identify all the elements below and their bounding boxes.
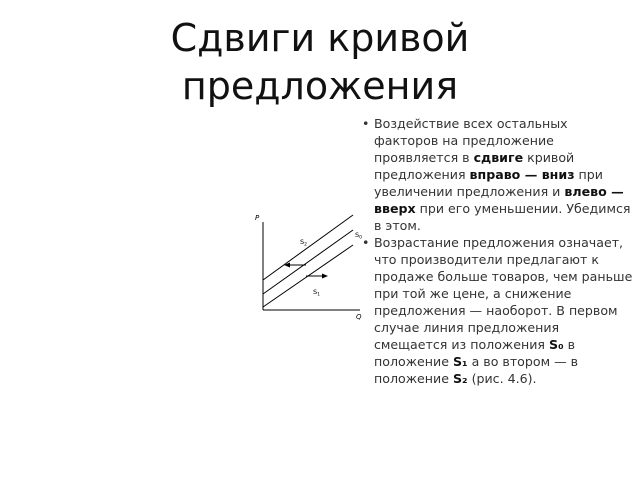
bullet-1-strong-1: сдвиге — [473, 150, 524, 165]
label-s1: $S_1$ — [313, 288, 321, 298]
y-axis-label: P — [255, 214, 260, 222]
supply-shift-diagram — [250, 210, 370, 320]
bullet-1-strong-2: вправо — вниз — [469, 167, 575, 182]
x-axis-label: Q — [356, 313, 362, 320]
bullet-item-2: • Возрастание предложения означает, что производители предлагают к продаже больше товаров, чем раньше при той же цене, а снижение предложения — наоборот. В первом случае линия предложения смещается из положения S₀ в положение S₁ а во втором — в положение S₂ (рис. 4.6). — [362, 234, 634, 387]
label-s2: $S_2$ — [300, 238, 308, 248]
title-line-2: предложения — [181, 64, 459, 108]
bullet-1-strong-3: влево — вверх — [374, 184, 624, 216]
supply-curve-s2 — [263, 215, 353, 280]
slide-title — [100, 14, 540, 110]
label-s0: $S_0$ — [355, 231, 363, 241]
bullet-2-strong-2: S₁ — [452, 354, 468, 369]
bullet-list — [362, 115, 634, 387]
bullet-item-1: • Воздействие всех остальных факторов на предложение проявляется в сдвиге кривой предложения вправо — вниз при увеличении предложения и влево — вверх при его уменьшении. Убедимся в этом. — [362, 115, 634, 234]
title-line-1: Сдвиги кривой — [170, 16, 470, 60]
shift-arrow-left — [284, 263, 306, 268]
supply-curve-s0 — [263, 230, 353, 294]
shift-arrow-right — [306, 274, 328, 279]
bullet-2-strong-3: S₂ — [452, 371, 468, 386]
bullet-2-strong-1: S₀ — [549, 337, 564, 352]
